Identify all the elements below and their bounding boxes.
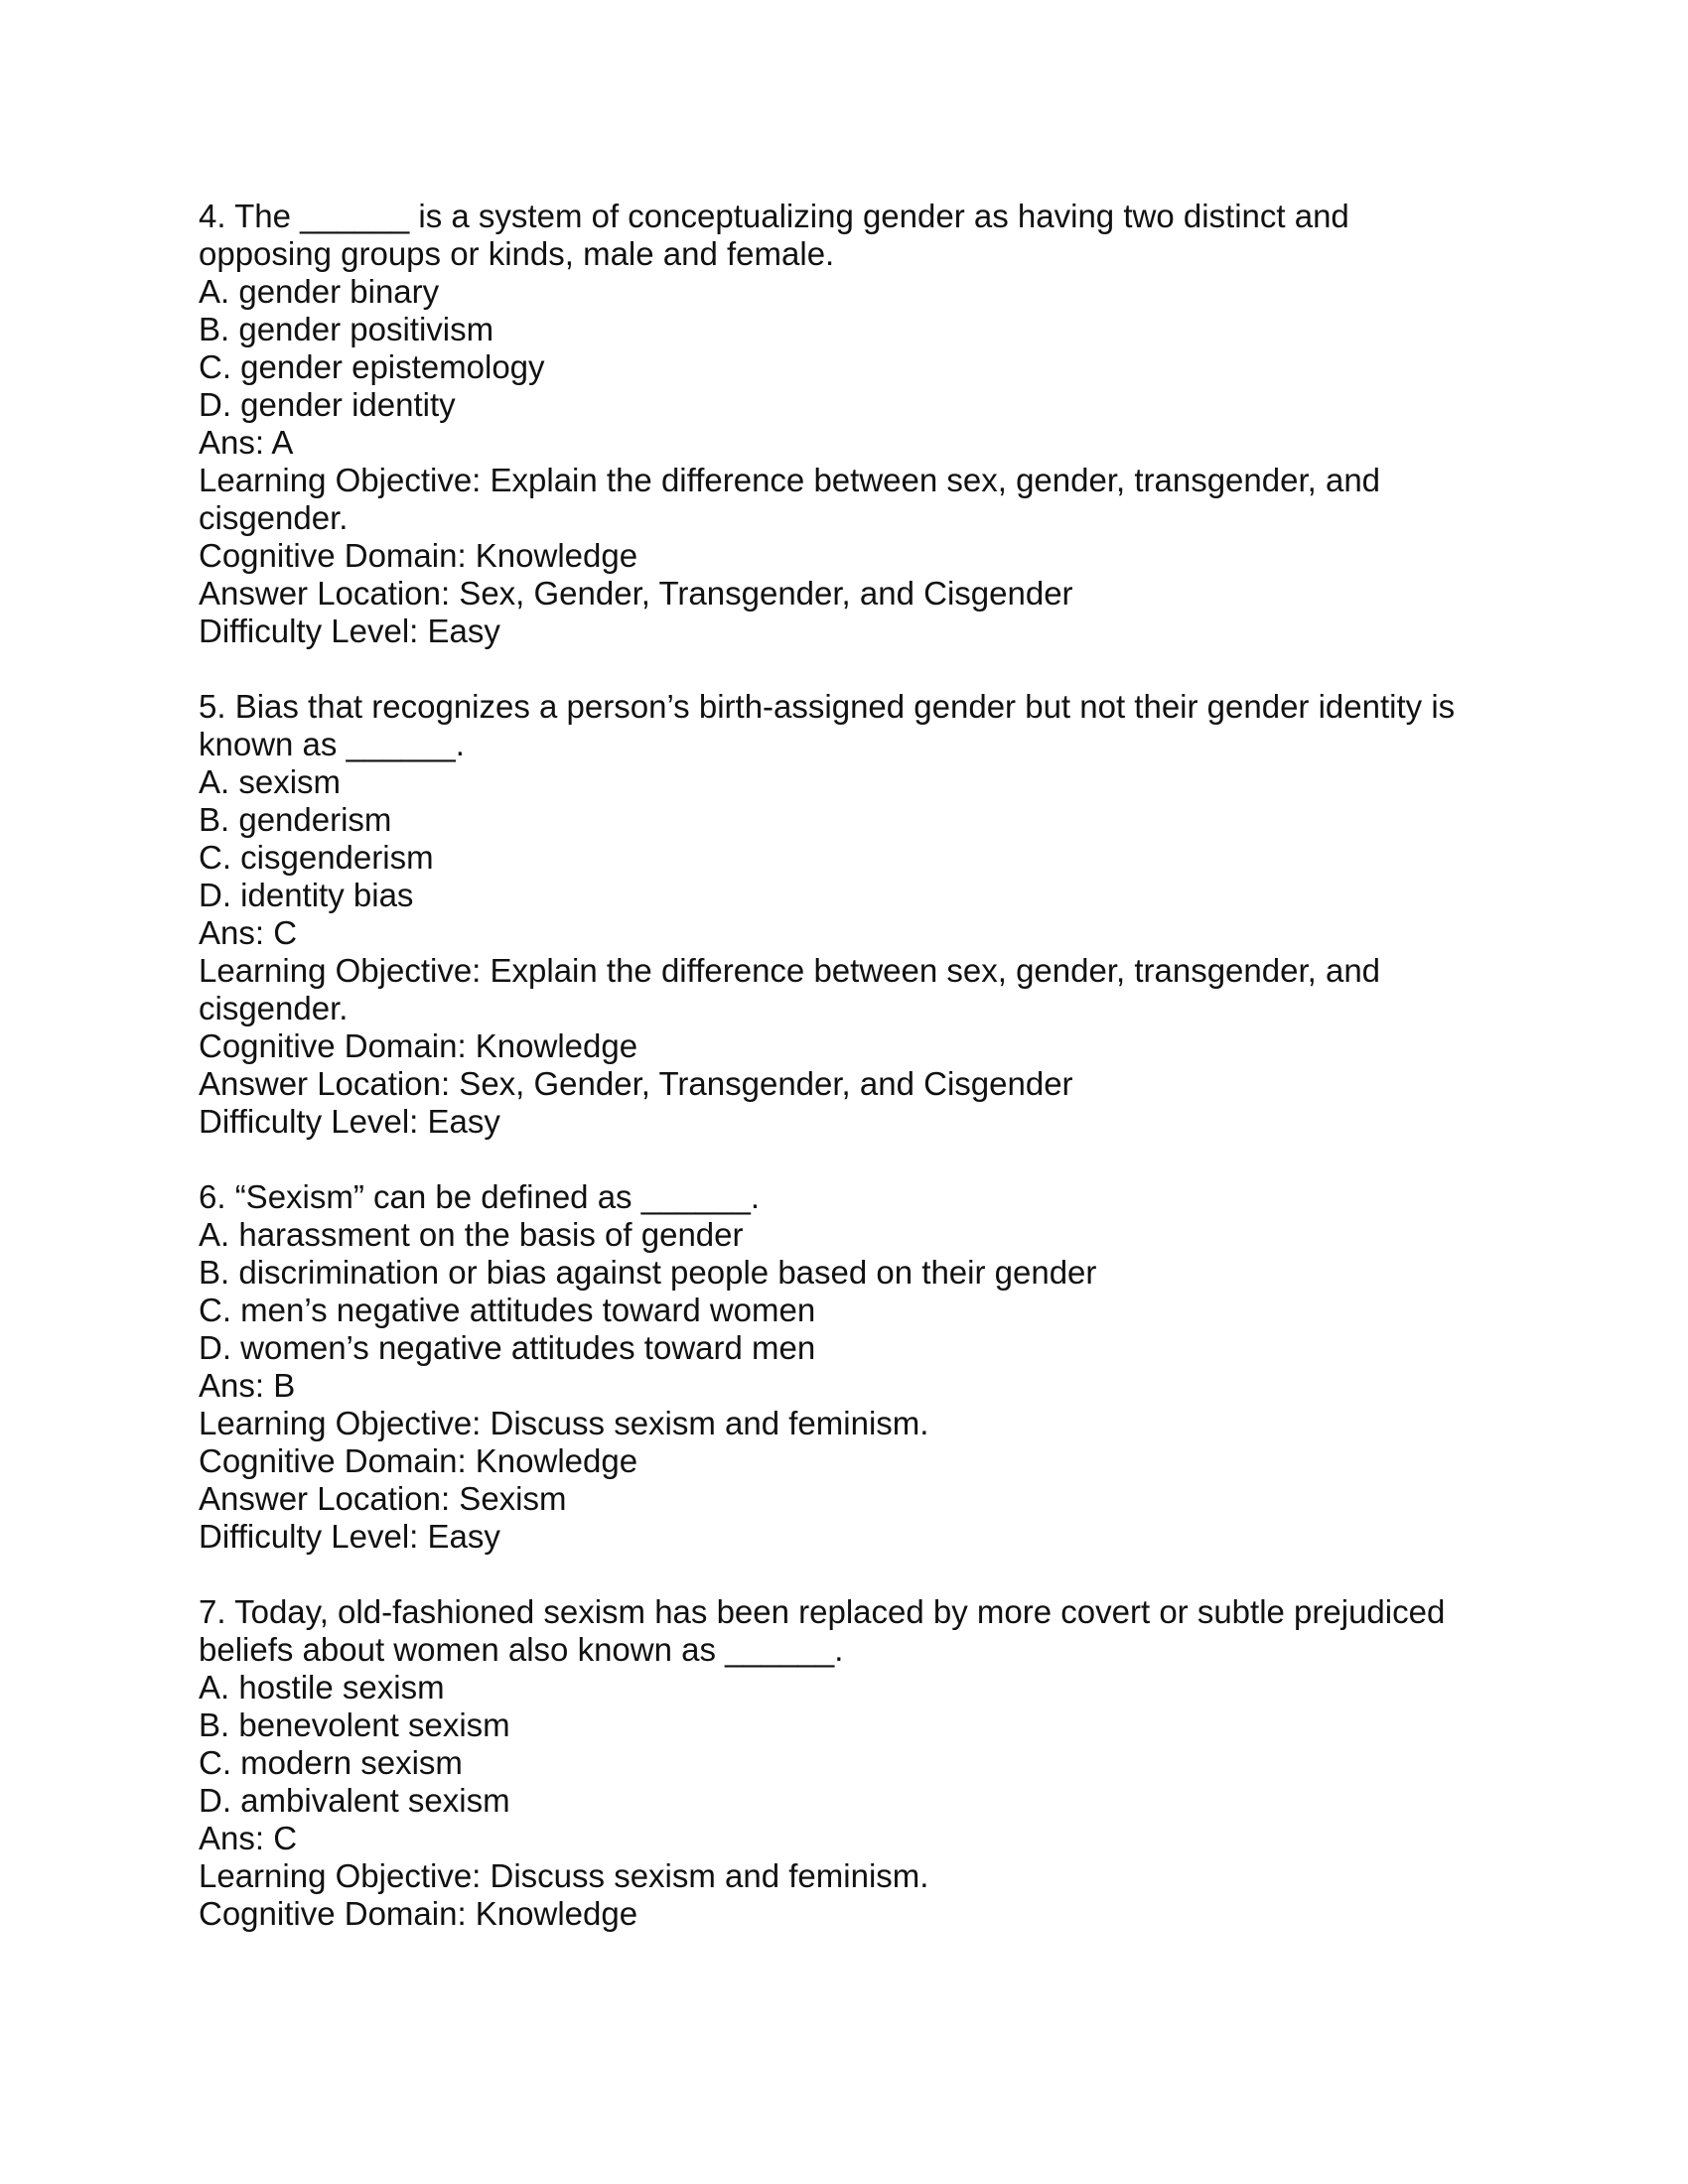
question-metadata: Answer Location: Sex, Gender, Transgender, and Cisgender xyxy=(199,1065,1073,1102)
answer-option: B. discrimination or bias against people based on their gender xyxy=(199,1254,1097,1291)
question-metadata: Learning Objective: Explain the difference between sex, gender, transgender, and xyxy=(199,952,1381,989)
question-stem: known as ______. xyxy=(199,726,465,762)
answer-option: C. gender epistemology xyxy=(199,348,545,385)
answer-option: D. ambivalent sexism xyxy=(199,1782,510,1819)
answer-option: B. genderism xyxy=(199,801,392,838)
question-metadata: Cognitive Domain: Knowledge xyxy=(199,1442,638,1479)
question-metadata: Difficulty Level: Easy xyxy=(199,1518,500,1555)
question-metadata: cisgender. xyxy=(199,990,349,1026)
question-metadata: Difficulty Level: Easy xyxy=(199,613,500,649)
question-stem: 7. Today, old-fashioned sexism has been replaced by more covert or subtle prejudiced xyxy=(199,1593,1446,1630)
answer-option: C. modern sexism xyxy=(199,1744,463,1781)
question-block xyxy=(199,1593,1455,1933)
question-block xyxy=(199,198,1455,650)
question-stem: opposing groups or kinds, male and female. xyxy=(199,235,835,272)
answer-key: Ans: C xyxy=(199,914,298,951)
question-metadata: Answer Location: Sexism xyxy=(199,1480,567,1517)
question-block xyxy=(199,688,1455,1141)
question-block xyxy=(199,1178,1455,1556)
answer-key: Ans: C xyxy=(199,1820,298,1856)
question-metadata: Learning Objective: Discuss sexism and feminism. xyxy=(199,1857,929,1894)
question-stem: 6. “Sexism” can be defined as ______. xyxy=(199,1178,761,1215)
question-metadata: Cognitive Domain: Knowledge xyxy=(199,1895,638,1932)
answer-option: A. gender binary xyxy=(199,273,440,310)
answer-option: B. gender positivism xyxy=(199,311,494,347)
question-metadata: Learning Objective: Discuss sexism and feminism. xyxy=(199,1405,929,1441)
answer-option: D. women’s negative attitudes toward men xyxy=(199,1329,816,1366)
answer-option: A. harassment on the basis of gender xyxy=(199,1216,744,1253)
question-page xyxy=(199,198,1455,1971)
answer-option: C. cisgenderism xyxy=(199,839,434,876)
answer-option: A. hostile sexism xyxy=(199,1669,445,1706)
answer-option: C. men’s negative attitudes toward women xyxy=(199,1292,816,1328)
question-stem: beliefs about women also known as ______. xyxy=(199,1631,844,1668)
question-metadata: Cognitive Domain: Knowledge xyxy=(199,537,638,574)
question-metadata: Difficulty Level: Easy xyxy=(199,1103,500,1140)
question-metadata: Answer Location: Sex, Gender, Transgender, and Cisgender xyxy=(199,575,1073,612)
question-metadata: cisgender. xyxy=(199,499,349,536)
answer-option: B. benevolent sexism xyxy=(199,1706,510,1743)
question-stem: 5. Bias that recognizes a person’s birth-assigned gender but not their gender identity is xyxy=(199,688,1456,725)
answer-key: Ans: B xyxy=(199,1367,296,1404)
question-stem: 4. The ______ is a system of conceptualizing gender as having two distinct and xyxy=(199,198,1349,234)
question-metadata: Learning Objective: Explain the difference between sex, gender, transgender, and xyxy=(199,462,1381,498)
answer-option: D. identity bias xyxy=(199,877,414,913)
answer-option: D. gender identity xyxy=(199,386,456,423)
answer-key: Ans: A xyxy=(199,424,294,461)
answer-option: A. sexism xyxy=(199,763,342,800)
question-metadata: Cognitive Domain: Knowledge xyxy=(199,1027,638,1064)
